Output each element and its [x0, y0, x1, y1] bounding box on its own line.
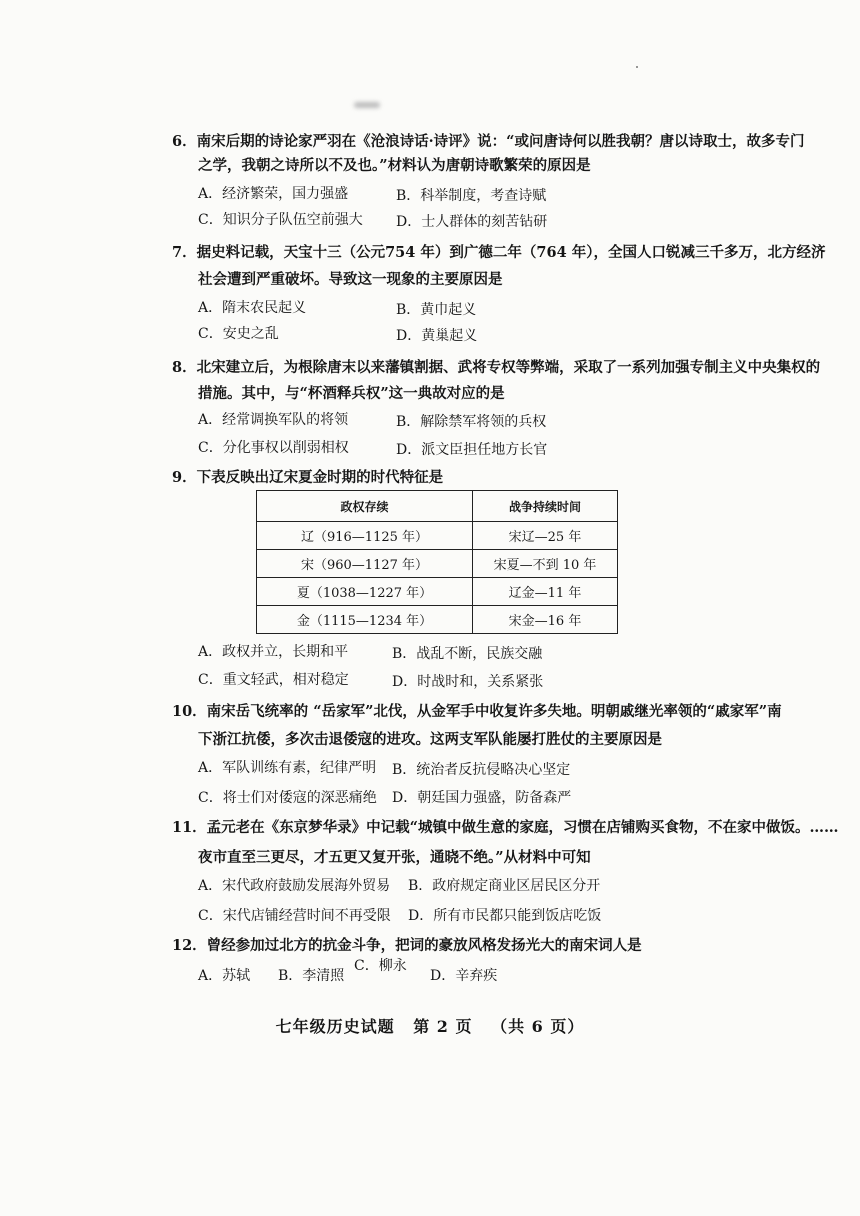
question-9-option-a: A．政权并立，长期和平 [198, 644, 349, 660]
question-6-option-d: D．士人群体的刻苦钻研 [396, 214, 548, 230]
table-row [257, 522, 618, 550]
table-header-war-duration: 战争持续时间 [473, 491, 618, 522]
question-12-option-d: D．辛弃疾 [430, 968, 498, 984]
page-footer [0, 1014, 860, 1037]
question-12-stem: 12．曾经参加过北方的抗金斗争，把词的豪放风格发扬光大的南宋词人是 [172, 937, 642, 954]
question-10-option-a: A．军队训练有素，纪律严明 [198, 760, 377, 776]
question-6-option-a: A．经济繁荣，国力强盛 [198, 186, 349, 202]
question-9-stem: 9．下表反映出辽宋夏金时期的时代特征是 [172, 469, 444, 486]
question-7-stem-cont: 社会遭到严重破坏。导致这一现象的主要原因是 [198, 271, 503, 288]
question-10-option-c: C．将士们对倭寇的深恶痛绝 [198, 790, 377, 806]
question-6-option-c: C．知识分子队伍空前强大 [198, 212, 363, 228]
table-cell: 辽（916—1125 年） [257, 522, 473, 550]
question-7-stem: 7．据史料记载，天宝十三（公元754 年）到广德二年（764 年），全国人口锐减三千多万，北方经济 [172, 244, 826, 261]
question-9-option-c: C．重文轻武，相对稳定 [198, 672, 349, 688]
question-12-option-a: A．苏轼 [198, 968, 251, 984]
table-row [257, 606, 618, 634]
question-6-option-b: B．科举制度，考查诗赋 [396, 188, 547, 204]
question-8-option-d: D．派文臣担任地方长官 [396, 442, 548, 458]
footer-subject: 七年级历史试题 [275, 1017, 395, 1036]
question-10-stem: 10．南宋岳飞统率的 “岳家军”北伐，从金军手中收复许多失地。明朝戚继光率领的“戚家军”南 [172, 703, 782, 720]
table-header-regime: 政权存续 [257, 491, 473, 522]
table-row [257, 578, 618, 606]
question-9-option-b: B．战乱不断，民族交融 [392, 646, 543, 662]
table-cell: 夏（1038—1227 年） [257, 578, 473, 606]
question-7-option-d: D．黄巢起义 [396, 328, 478, 344]
question-6-stem: 6．南宋后期的诗论家严羽在《沧浪诗话·诗评》说：“或问唐诗何以胜我朝？唐以诗取士，故多专门 [172, 133, 805, 150]
question-8-option-b: B．解除禁军将领的兵权 [396, 414, 547, 430]
question-12-option-b: B．李清照 [278, 968, 345, 984]
table-header-row [257, 491, 618, 522]
footer-page-number: 第 2 页 [413, 1017, 473, 1036]
scan-smudge [354, 102, 380, 108]
question-10-stem-cont: 下浙江抗倭，多次击退倭寇的进攻。这两支军队能屡打胜仗的主要原因是 [198, 731, 662, 748]
scan-speck [636, 66, 638, 68]
question-9-option-d: D．时战时和，关系紧张 [392, 674, 544, 690]
table-cell: 宋（960—1127 年） [257, 550, 473, 578]
table-cell: 宋金—16 年 [473, 606, 618, 634]
table-cell: 宋辽—25 年 [473, 522, 618, 550]
table-cell: 宋夏—不到 10 年 [473, 550, 618, 578]
question-11-stem: 11．孟元老在《东京梦华录》中记载“城镇中做生意的家庭，习惯在店铺购买食物，不在家中做饭。…… [172, 819, 839, 836]
question-11-option-d: D．所有市民都只能到饭店吃饭 [408, 908, 602, 924]
question-11-stem-cont: 夜市直至三更尽，才五更又复开张，通晓不绝。”从材料中可知 [198, 849, 591, 866]
question-6-stem-cont: 之学，我朝之诗所以不及也。”材料认为唐朝诗歌繁荣的原因是 [198, 157, 591, 174]
question-7-option-c: C．安史之乱 [198, 326, 279, 342]
table-row [257, 550, 618, 578]
question-11-option-a: A．宋代政府鼓励发展海外贸易 [198, 878, 391, 894]
question-11-option-c: C．宋代店铺经营时间不再受限 [198, 908, 391, 924]
question-8-stem: 8．北宋建立后，为根除唐末以来藩镇割据、武将专权等弊端，采取了一系列加强专制主义中央集权的 [172, 359, 821, 376]
question-8-option-a: A．经常调换军队的将领 [198, 412, 349, 428]
table-cell: 金（1115—1234 年） [257, 606, 473, 634]
question-12-option-c: C．柳永 [354, 958, 407, 974]
question-8-option-c: C．分化事权以削弱相权 [198, 440, 349, 456]
question-11-option-b: B．政府规定商业区居民区分开 [408, 878, 601, 894]
question-9-table [256, 490, 618, 634]
question-10-option-b: B．统治者反抗侵略决心坚定 [392, 762, 571, 778]
question-10-option-d: D．朝廷国力强盛，防备森严 [392, 790, 572, 806]
question-7-option-a: A．隋末农民起义 [198, 300, 307, 316]
question-7-option-b: B．黄巾起义 [396, 302, 477, 318]
footer-total-pages: （共 6 页） [491, 1017, 585, 1036]
question-8-stem-cont: 措施。其中，与“杯酒释兵权”这一典故对应的是 [198, 385, 505, 402]
table-cell: 辽金—11 年 [473, 578, 618, 606]
